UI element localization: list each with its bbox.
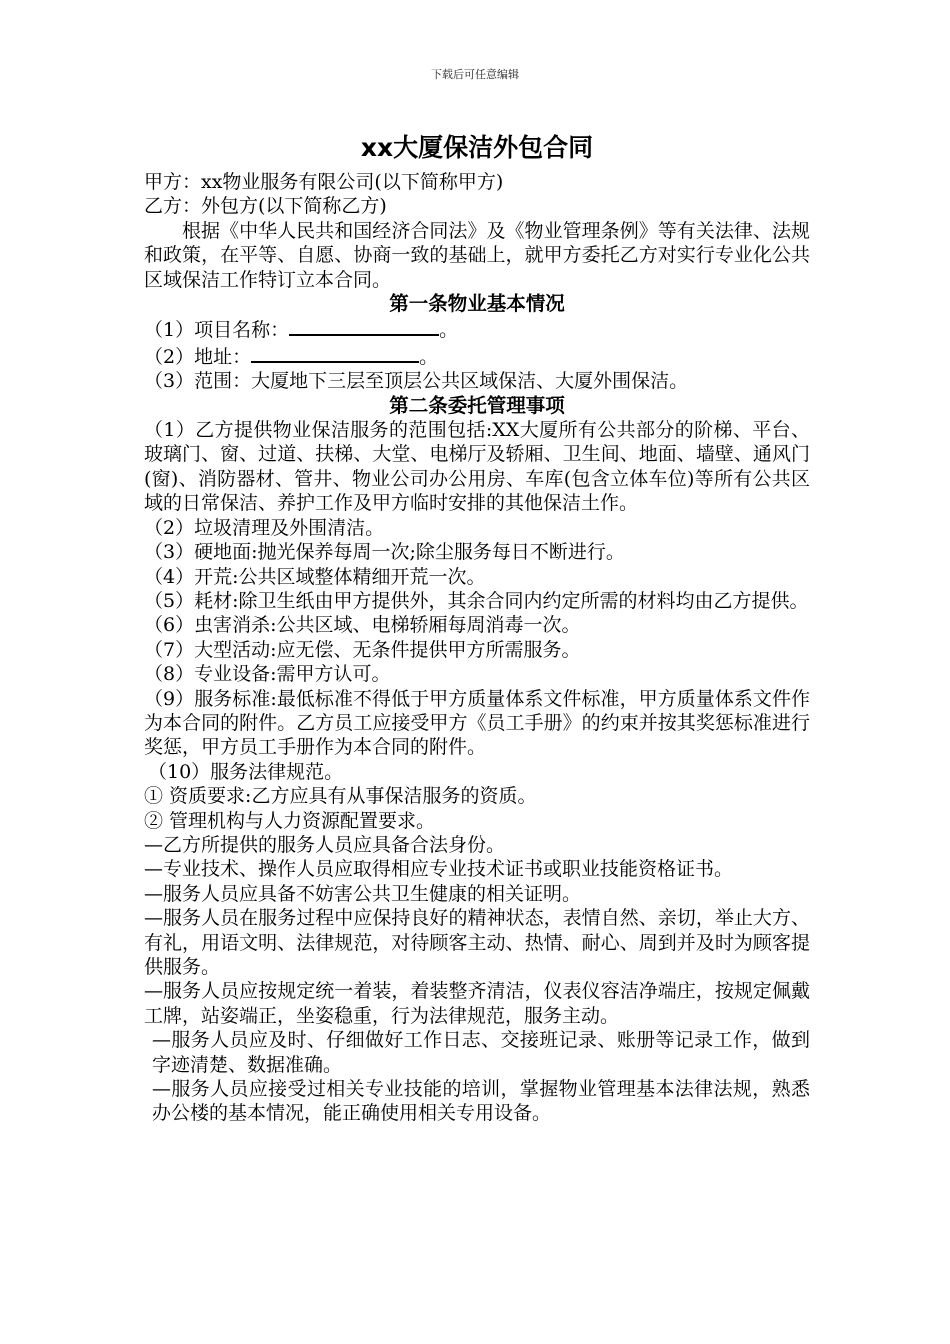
- section-2-item: （1）乙方提供物业保洁服务的范围包括:XX大厦所有公共部分的阶梯、平台、玻璃门、窗、过道、扶梯、大堂、电梯厅及轿厢、卫生间、地面、墙壁、通风门(窗)、消防器材、管井、物业公司办公用房、车库(包含立体车位)等所有公共区域的日常保洁、养护工作及甲方临时安排的其他保洁土作。: [144, 419, 810, 515]
- staff-requirement: —服务人员应按规定统一着装，着装整齐清洁，仪表仪容洁净端庄，按规定佩戴工牌，站姿端正，坐姿稳重，行为法律规范，服务主动。: [144, 980, 810, 1027]
- section-2-item: （8）专业设备:需甲方认可。: [144, 663, 391, 686]
- section-2-item: （9）服务标准:最低标准不得低于甲方质量体系文件标准，甲方质量体系文件作为本合同的附件。乙方员工应接受甲方《员工手册》的约束并按其奖惩标准进行奖惩，甲方员工手册作为本合同的附件。: [144, 687, 810, 759]
- section-2-item: （5）耗材:除卫生纸由甲方提供外，其余合同内约定所需的材料均由乙方提供。: [144, 589, 809, 612]
- section-2-item: （2）垃圾清理及外围清洁。: [144, 516, 385, 539]
- section-2-item: （7）大型活动:应无偿、无条件提供甲方所需服务。: [144, 638, 581, 661]
- contract-document: [144, 126, 810, 1126]
- section-1-item-scope: （3）范围：大厦地下三层至顶层公共区域保洁、大厦外围保洁。: [144, 370, 689, 393]
- section-2-item: （10）服务法律规范。: [148, 760, 344, 783]
- qualification-item: ② 管理机构与人力资源配置要求。: [144, 809, 436, 832]
- page-header-note: 下载后可任意编辑: [431, 68, 519, 81]
- party-b: 乙方：外包方(以下简称乙方): [144, 195, 387, 218]
- preamble-paragraph: 根据《中华人民共和国经济合同法》及《物业管理条例》等有关法律、法规和政策，在平等、自愿、协商一致的基础上，就甲方委托乙方对实行专业化公共区域保洁工作特订立本合同。: [144, 219, 810, 291]
- staff-requirement: —服务人员应具备不妨害公共卫生健康的相关证明。: [144, 882, 582, 905]
- staff-requirement: —服务人员在服务过程中应保持良好的精神状态，表情自然、亲切，举止大方、有礼，用语文明、法律规范，对待顾客主动、热情、耐心、周到并及时为顾客提供服务。: [144, 907, 810, 978]
- address-end: 。: [419, 345, 439, 368]
- staff-requirement: —服务人员应接受过相关专业技能的培训，掌握物业管理基本法律法规，熟悉办公楼的基本情况，能正确使用相关专用设备。: [152, 1078, 810, 1125]
- section-1-heading: 第一条物业基本情况: [389, 292, 565, 316]
- qualification-item: ① 资质要求:乙方应具有从事保洁服务的资质。: [144, 785, 537, 808]
- project-name-label: （1）项目名称：: [144, 319, 290, 342]
- staff-requirement: —乙方所提供的服务人员应具备合法身份。: [144, 833, 506, 856]
- staff-requirement: —服务人员应及时、仔细做好工作日志、交接班记录、账册等记录工作，做到字迹清楚、数据准确。: [152, 1029, 810, 1076]
- staff-requirement: —专业技术、操作人员应取得相应专业技术证书或职业技能资格证书。: [144, 858, 734, 881]
- project-name-end: 。: [439, 319, 459, 342]
- address-label: （2）地址：: [144, 345, 252, 368]
- section-2-item: （4）开荒:公共区域整体精细开荒一次。: [144, 565, 486, 588]
- project-name-blank: [289, 316, 439, 336]
- section-1-item-project-name: [144, 316, 810, 342]
- section-1-item-address: [144, 343, 810, 369]
- document-title: xx大厦保洁外包合同: [360, 133, 594, 162]
- party-a: 甲方：xx物业服务有限公司(以下简称甲方): [144, 171, 504, 193]
- section-2-heading: 第二条委托管理事项: [389, 393, 565, 417]
- section-2-item: （6）虫害消杀:公共区域、电梯轿厢每周消毒一次。: [144, 614, 581, 637]
- section-2-item: （3）硬地面:抛光保养每周一次;除尘服务每日不断进行。: [144, 541, 625, 564]
- address-blank: [251, 343, 419, 363]
